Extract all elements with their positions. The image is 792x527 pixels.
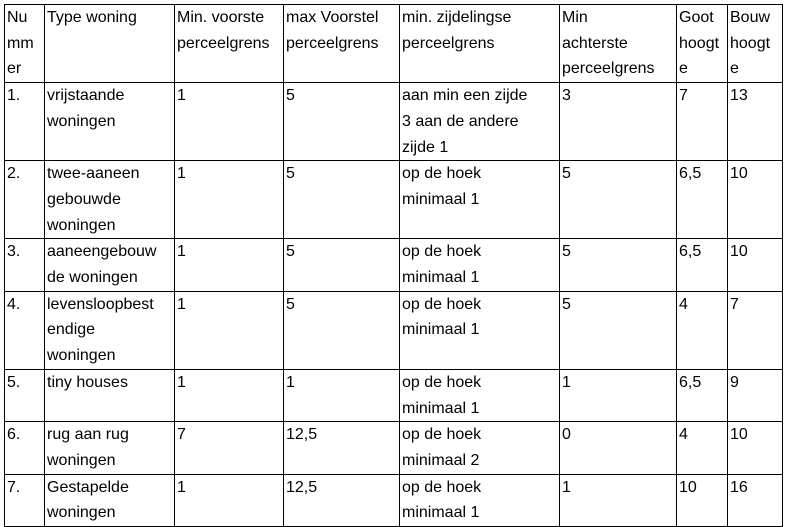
table-row	[5, 369, 783, 421]
cell-max-voorstel: 5	[284, 83, 400, 161]
cell-min-zijdelingse: op de hoek minimaal 1	[400, 161, 560, 239]
header-bouwhoogte: Bouw hoogt e	[728, 5, 783, 83]
cell-goothoogte: 4	[677, 422, 728, 474]
cell-min-voorste: 7	[175, 422, 284, 474]
table-row	[5, 474, 783, 526]
cell-bouwhoogte: 16	[728, 474, 783, 526]
cell-bouwhoogte: 10	[728, 422, 783, 474]
table-row	[5, 422, 783, 474]
cell-min-voorste: 1	[175, 239, 284, 291]
cell-nummer: 4.	[5, 291, 45, 369]
cell-type-woning: vrijstaande woningen	[45, 83, 175, 161]
cell-bouwhoogte: 13	[728, 83, 783, 161]
header-min-voorste: Min. voorste perceelgrens	[175, 5, 284, 83]
cell-min-achterste: 1	[560, 369, 677, 421]
housing-regulations-table	[4, 4, 783, 527]
cell-type-woning: tiny houses	[45, 369, 175, 421]
header-type-woning: Type woning	[45, 5, 175, 83]
table-header-row	[5, 5, 783, 83]
cell-nummer: 1.	[5, 83, 45, 161]
cell-goothoogte: 6,5	[677, 369, 728, 421]
header-min-achterste: Min achterste perceelgrens	[560, 5, 677, 83]
cell-type-woning: rug aan rug woningen	[45, 422, 175, 474]
cell-min-achterste: 3	[560, 83, 677, 161]
cell-goothoogte: 10	[677, 474, 728, 526]
header-min-zijdelingse: min. zijdelingse perceelgrens	[400, 5, 560, 83]
cell-min-voorste: 1	[175, 369, 284, 421]
cell-min-zijdelingse: op de hoek minimaal 1	[400, 369, 560, 421]
cell-max-voorstel: 1	[284, 369, 400, 421]
cell-goothoogte: 7	[677, 83, 728, 161]
cell-min-voorste: 1	[175, 161, 284, 239]
cell-nummer: 7.	[5, 474, 45, 526]
cell-min-voorste: 1	[175, 83, 284, 161]
cell-max-voorstel: 12,5	[284, 422, 400, 474]
cell-nummer: 2.	[5, 161, 45, 239]
cell-min-achterste: 5	[560, 239, 677, 291]
cell-min-achterste: 1	[560, 474, 677, 526]
cell-min-zijdelingse: op de hoek minimaal 2	[400, 422, 560, 474]
cell-bouwhoogte: 7	[728, 291, 783, 369]
cell-max-voorstel: 5	[284, 161, 400, 239]
cell-nummer: 3.	[5, 239, 45, 291]
cell-min-zijdelingse: op de hoek minimaal 1	[400, 474, 560, 526]
cell-goothoogte: 4	[677, 291, 728, 369]
cell-type-woning: aaneengebouw de woningen	[45, 239, 175, 291]
cell-bouwhoogte: 10	[728, 239, 783, 291]
cell-min-voorste: 1	[175, 474, 284, 526]
cell-nummer: 6.	[5, 422, 45, 474]
cell-min-zijdelingse: op de hoek minimaal 1	[400, 291, 560, 369]
cell-max-voorstel: 12,5	[284, 474, 400, 526]
cell-bouwhoogte: 9	[728, 369, 783, 421]
table-row	[5, 239, 783, 291]
table-row	[5, 161, 783, 239]
cell-min-zijdelingse: aan min een zijde 3 aan de andere zijde 1	[400, 83, 560, 161]
cell-goothoogte: 6,5	[677, 161, 728, 239]
table-row	[5, 291, 783, 369]
cell-max-voorstel: 5	[284, 239, 400, 291]
cell-bouwhoogte: 10	[728, 161, 783, 239]
header-goothoogte: Goot hoogt e	[677, 5, 728, 83]
header-max-voorstel: max Voorstel perceelgrens	[284, 5, 400, 83]
cell-goothoogte: 6,5	[677, 239, 728, 291]
table-row	[5, 83, 783, 161]
cell-min-voorste: 1	[175, 291, 284, 369]
cell-type-woning: twee-aaneen gebouwde woningen	[45, 161, 175, 239]
cell-min-achterste: 0	[560, 422, 677, 474]
cell-min-zijdelingse: op de hoek minimaal 1	[400, 239, 560, 291]
cell-type-woning: levensloopbest endige woningen	[45, 291, 175, 369]
cell-min-achterste: 5	[560, 161, 677, 239]
cell-nummer: 5.	[5, 369, 45, 421]
header-nummer: Nu mm er	[5, 5, 45, 83]
cell-min-achterste: 5	[560, 291, 677, 369]
cell-max-voorstel: 5	[284, 291, 400, 369]
cell-type-woning: Gestapelde woningen	[45, 474, 175, 526]
